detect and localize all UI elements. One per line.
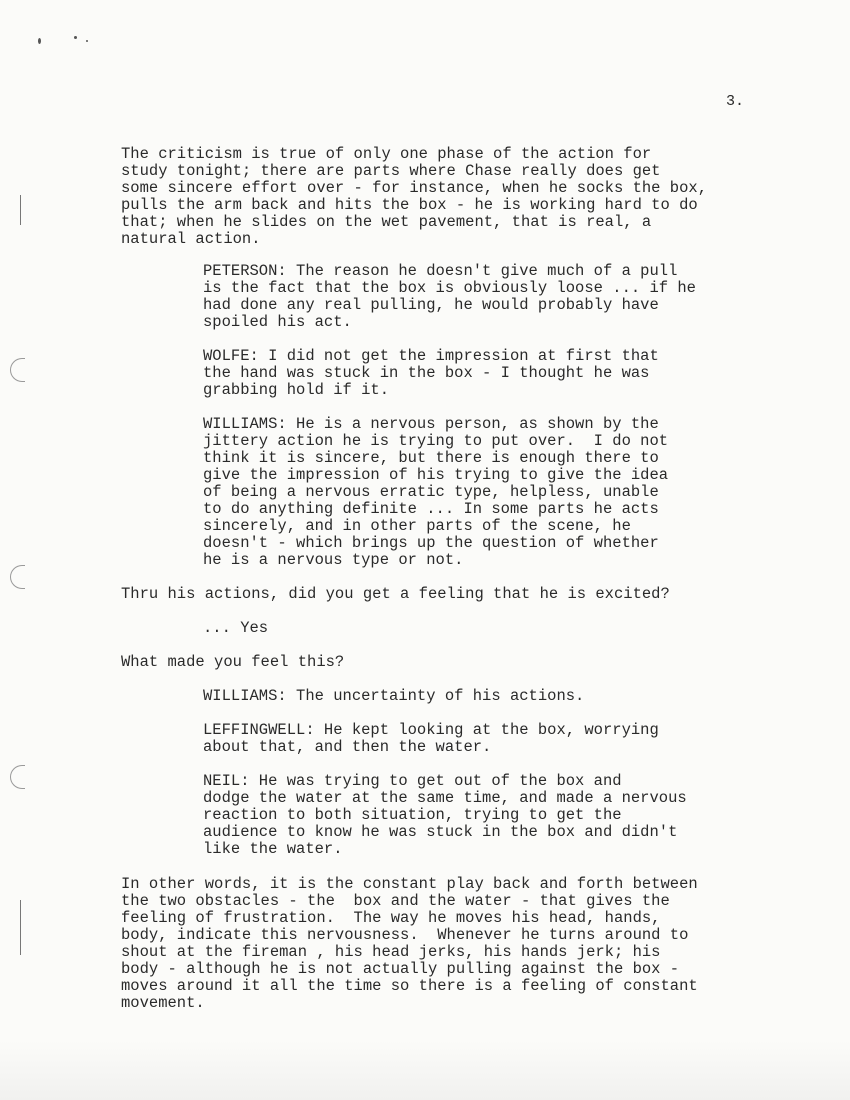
text-line: about that, and then the water.: [203, 738, 492, 756]
scan-speck: [38, 38, 41, 44]
text-line: doesn't - which brings up the question of whether: [203, 534, 659, 552]
text-line: body - although he is not actually pulling against the box -: [121, 960, 680, 978]
quote-paragraph-williams: [203, 688, 850, 705]
narration-paragraph: [121, 876, 771, 1012]
text-line: What made you feel this?: [121, 653, 345, 671]
text-line: the hand was stuck in the box - I thought he was: [203, 364, 650, 382]
text-line: Thru his actions, did you get a feeling that he is excited?: [121, 585, 670, 603]
text-line: moves around it all the time so there is a feeling of constant: [121, 977, 698, 995]
text-line: spoiled his act.: [203, 313, 352, 331]
scan-punch-hole-mark: [10, 565, 25, 589]
text-line: some sincere effort over - for instance, when he socks the box,: [121, 179, 707, 197]
text-line: pulls the arm back and hits the box - he is working hard to do: [121, 196, 698, 214]
text-line: NEIL: He was trying to get out of the box and: [203, 772, 622, 790]
scan-speck: [74, 36, 77, 39]
text-line: LEFFINGWELL: He kept looking at the box, worrying: [203, 721, 659, 739]
text-line: WILLIAMS: He is a nervous person, as shown by the: [203, 415, 659, 433]
text-line: dodge the water at the same time, and made a nervous: [203, 789, 687, 807]
text-line: had done any real pulling, he would probably have: [203, 296, 659, 314]
text-line: body, indicate this nervousness. Whenever he turns around to: [121, 926, 689, 944]
text-line: like the water.: [203, 840, 343, 858]
text-line: ... Yes: [203, 619, 269, 637]
text-line: of being a nervous erratic type, helpless, unable: [203, 483, 659, 501]
page-number: 3.: [726, 93, 745, 110]
text-line: grabbing hold if it.: [203, 381, 390, 399]
text-line: think it is sincere, but there is enough there to: [203, 449, 659, 467]
scan-punch-hole-mark: [10, 765, 25, 789]
text-line: audience to know he was stuck in the box and didn't: [203, 823, 678, 841]
text-line: give the impression of his trying to give the idea: [203, 466, 669, 484]
text-line: that; when he slides on the wet pavement, that is real, a: [121, 213, 652, 231]
quote-paragraph-neil: [203, 773, 850, 858]
scan-punch-hole-mark: [10, 358, 25, 382]
quote-paragraph-peterson: [203, 263, 850, 331]
text-line: PETERSON: The reason he doesn't give much of a pull: [203, 262, 678, 280]
quote-paragraph-wolfe: [203, 348, 850, 399]
text-line: shout at the fireman , his head jerks, his hands jerk; his: [121, 943, 661, 961]
text-line: The criticism is true of only one phase of the action for: [121, 145, 652, 163]
text-line: natural action.: [121, 230, 261, 248]
answer-paragraph: [203, 620, 850, 637]
scan-bottom-band: [0, 1040, 850, 1100]
text-line: jittery action he is trying to put over. I do not: [203, 432, 669, 450]
narration-paragraph: [121, 146, 771, 248]
text-line: the two obstacles - the box and the water - that gives the: [121, 892, 670, 910]
text-line: he is a nervous type or not.: [203, 551, 464, 569]
text-line: In other words, it is the constant play back and forth between: [121, 875, 698, 893]
text-line: feeling of frustration. The way he moves his head, hands,: [121, 909, 661, 927]
text-line: study tonight; there are parts where Chase really does get: [121, 162, 661, 180]
question-paragraph: [121, 586, 771, 603]
quote-paragraph-leffingwell: [203, 722, 850, 756]
text-line: reaction to both situation, trying to get the: [203, 806, 622, 824]
text-line: WILLIAMS: The uncertainty of his actions.: [203, 687, 585, 705]
text-line: WOLFE: I did not get the impression at first that: [203, 347, 659, 365]
scan-edge-mark: [20, 900, 21, 955]
question-paragraph: [121, 654, 771, 671]
text-line: to do anything definite ... In some parts he acts: [203, 500, 659, 518]
scan-speck: [86, 40, 88, 42]
quote-paragraph-williams: [203, 416, 850, 569]
scan-edge-mark: [20, 195, 21, 225]
text-line: sincerely, and in other parts of the scene, he: [203, 517, 631, 535]
text-line: is the fact that the box is obviously loose ... if he: [203, 279, 696, 297]
text-line: movement.: [121, 994, 205, 1012]
